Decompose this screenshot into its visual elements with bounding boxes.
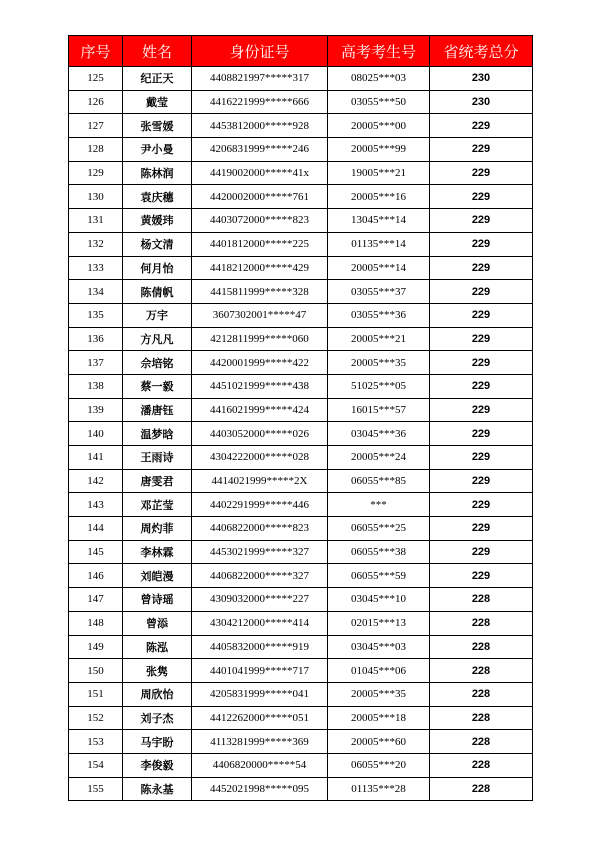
- cell-name: 万宇: [123, 303, 192, 327]
- cell-total-score: 229: [430, 517, 533, 541]
- col-header-exam-number: 高考考生号: [328, 36, 430, 67]
- cell-id-number: 3607302001*****47: [192, 303, 328, 327]
- cell-name: 李林霖: [123, 540, 192, 564]
- cell-id-number: 4412262000*****051: [192, 706, 328, 730]
- table-row: [69, 232, 533, 256]
- cell-total-score: 229: [430, 303, 533, 327]
- table-row: [69, 753, 533, 777]
- cell-id-number: 4416221999*****666: [192, 90, 328, 114]
- cell-serial: 147: [69, 588, 123, 612]
- cell-name: 陈倩帆: [123, 280, 192, 304]
- cell-id-number: 4402291999*****446: [192, 493, 328, 517]
- table-row: [69, 564, 533, 588]
- cell-exam-number: 02015***13: [328, 611, 430, 635]
- cell-exam-number: 20005***21: [328, 327, 430, 351]
- cell-serial: 125: [69, 67, 123, 91]
- cell-id-number: 4453812000*****928: [192, 114, 328, 138]
- cell-name: 袁庆穗: [123, 185, 192, 209]
- cell-id-number: 4406822000*****327: [192, 564, 328, 588]
- cell-serial: 127: [69, 114, 123, 138]
- cell-id-number: 4406822000*****823: [192, 517, 328, 541]
- cell-serial: 132: [69, 232, 123, 256]
- cell-total-score: 229: [430, 493, 533, 517]
- cell-name: 曾诗瑶: [123, 588, 192, 612]
- cell-id-number: 4401041999*****717: [192, 659, 328, 683]
- cell-id-number: 4304212000*****414: [192, 611, 328, 635]
- cell-id-number: 4406820000*****54: [192, 753, 328, 777]
- col-header-id-number: 身份证号: [192, 36, 328, 67]
- table-body: [69, 67, 533, 801]
- cell-total-score: 229: [430, 280, 533, 304]
- cell-exam-number: ***: [328, 493, 430, 517]
- table-header-row: [69, 36, 533, 67]
- cell-serial: 154: [69, 753, 123, 777]
- cell-exam-number: 06055***20: [328, 753, 430, 777]
- cell-name: 戴莹: [123, 90, 192, 114]
- cell-serial: 155: [69, 777, 123, 801]
- cell-total-score: 229: [430, 161, 533, 185]
- cell-id-number: 4415811999*****328: [192, 280, 328, 304]
- table-row: [69, 517, 533, 541]
- cell-id-number: 4212811999*****060: [192, 327, 328, 351]
- cell-total-score: 229: [430, 256, 533, 280]
- cell-id-number: 4414021999*****2X: [192, 469, 328, 493]
- cell-total-score: 228: [430, 730, 533, 754]
- table-row: [69, 493, 533, 517]
- cell-serial: 134: [69, 280, 123, 304]
- cell-serial: 131: [69, 209, 123, 233]
- table-row: [69, 138, 533, 162]
- cell-name: 黄媛玮: [123, 209, 192, 233]
- cell-id-number: 4453021999*****327: [192, 540, 328, 564]
- cell-serial: 153: [69, 730, 123, 754]
- cell-serial: 138: [69, 374, 123, 398]
- cell-exam-number: 51025***05: [328, 374, 430, 398]
- cell-total-score: 228: [430, 777, 533, 801]
- cell-total-score: 230: [430, 90, 533, 114]
- cell-exam-number: 20005***00: [328, 114, 430, 138]
- cell-exam-number: 20005***35: [328, 351, 430, 375]
- cell-total-score: 229: [430, 422, 533, 446]
- col-header-serial: 序号: [69, 36, 123, 67]
- cell-id-number: 4420002000*****761: [192, 185, 328, 209]
- cell-total-score: 229: [430, 374, 533, 398]
- cell-exam-number: 03045***03: [328, 635, 430, 659]
- table-row: [69, 161, 533, 185]
- cell-id-number: 4416021999*****424: [192, 398, 328, 422]
- cell-name: 张隽: [123, 659, 192, 683]
- table-row: [69, 374, 533, 398]
- cell-name: 周欣怡: [123, 682, 192, 706]
- table-row: [69, 280, 533, 304]
- admission-score-table: [68, 35, 533, 801]
- cell-exam-number: 16015***57: [328, 398, 430, 422]
- table-row: [69, 469, 533, 493]
- cell-exam-number: 01135***14: [328, 232, 430, 256]
- cell-exam-number: 03045***36: [328, 422, 430, 446]
- cell-id-number: 4309032000*****227: [192, 588, 328, 612]
- cell-exam-number: 20005***18: [328, 706, 430, 730]
- cell-serial: 137: [69, 351, 123, 375]
- table-row: [69, 611, 533, 635]
- cell-id-number: 4403052000*****026: [192, 422, 328, 446]
- cell-total-score: 228: [430, 611, 533, 635]
- table-row: [69, 635, 533, 659]
- cell-exam-number: 20005***16: [328, 185, 430, 209]
- cell-serial: 139: [69, 398, 123, 422]
- cell-id-number: 4304222000*****028: [192, 446, 328, 470]
- table-row: [69, 351, 533, 375]
- cell-total-score: 229: [430, 469, 533, 493]
- cell-serial: 151: [69, 682, 123, 706]
- cell-name: 邓芷莹: [123, 493, 192, 517]
- table-row: [69, 114, 533, 138]
- cell-total-score: 229: [430, 540, 533, 564]
- cell-exam-number: 03055***50: [328, 90, 430, 114]
- cell-serial: 148: [69, 611, 123, 635]
- cell-name: 纪正天: [123, 67, 192, 91]
- col-header-total-score: 省统考总分: [430, 36, 533, 67]
- cell-exam-number: 20005***60: [328, 730, 430, 754]
- cell-id-number: 4420001999*****422: [192, 351, 328, 375]
- table-row: [69, 256, 533, 280]
- cell-exam-number: 06055***59: [328, 564, 430, 588]
- table-row: [69, 706, 533, 730]
- table-row: [69, 730, 533, 754]
- cell-exam-number: 01045***06: [328, 659, 430, 683]
- cell-total-score: 230: [430, 67, 533, 91]
- cell-serial: 130: [69, 185, 123, 209]
- cell-id-number: 4451021999*****438: [192, 374, 328, 398]
- cell-exam-number: 20005***99: [328, 138, 430, 162]
- cell-exam-number: 03045***10: [328, 588, 430, 612]
- cell-total-score: 229: [430, 138, 533, 162]
- cell-total-score: 229: [430, 564, 533, 588]
- cell-total-score: 228: [430, 588, 533, 612]
- cell-total-score: 229: [430, 398, 533, 422]
- table-row: [69, 303, 533, 327]
- cell-name: 杨文清: [123, 232, 192, 256]
- cell-name: 尹小曼: [123, 138, 192, 162]
- cell-serial: 129: [69, 161, 123, 185]
- cell-exam-number: 20005***14: [328, 256, 430, 280]
- cell-id-number: 4418212000*****429: [192, 256, 328, 280]
- cell-name: 刘子杰: [123, 706, 192, 730]
- cell-serial: 126: [69, 90, 123, 114]
- cell-id-number: 4113281999*****369: [192, 730, 328, 754]
- cell-name: 方凡凡: [123, 327, 192, 351]
- cell-name: 潘唐钰: [123, 398, 192, 422]
- cell-exam-number: 01135***28: [328, 777, 430, 801]
- cell-name: 曾添: [123, 611, 192, 635]
- cell-serial: 145: [69, 540, 123, 564]
- cell-exam-number: 20005***24: [328, 446, 430, 470]
- cell-name: 何月怡: [123, 256, 192, 280]
- cell-total-score: 229: [430, 185, 533, 209]
- cell-id-number: 4405832000*****919: [192, 635, 328, 659]
- cell-name: 陈林润: [123, 161, 192, 185]
- cell-serial: 146: [69, 564, 123, 588]
- cell-serial: 144: [69, 517, 123, 541]
- cell-exam-number: 06055***25: [328, 517, 430, 541]
- cell-serial: 140: [69, 422, 123, 446]
- cell-name: 李俊毅: [123, 753, 192, 777]
- cell-total-score: 228: [430, 659, 533, 683]
- cell-serial: 135: [69, 303, 123, 327]
- cell-name: 唐雯君: [123, 469, 192, 493]
- cell-total-score: 229: [430, 232, 533, 256]
- cell-exam-number: 19005***21: [328, 161, 430, 185]
- cell-name: 陈泓: [123, 635, 192, 659]
- cell-id-number: 4206831999*****246: [192, 138, 328, 162]
- cell-exam-number: 20005***35: [328, 682, 430, 706]
- cell-name: 温梦晗: [123, 422, 192, 446]
- cell-serial: 133: [69, 256, 123, 280]
- table-row: [69, 540, 533, 564]
- cell-name: 刘皑漫: [123, 564, 192, 588]
- table-row: [69, 90, 533, 114]
- cell-name: 王雨诗: [123, 446, 192, 470]
- table-row: [69, 209, 533, 233]
- cell-total-score: 228: [430, 635, 533, 659]
- table-row: [69, 185, 533, 209]
- cell-id-number: 4401812000*****225: [192, 232, 328, 256]
- cell-name: 周灼菲: [123, 517, 192, 541]
- cell-name: 张雪媛: [123, 114, 192, 138]
- cell-exam-number: 03055***36: [328, 303, 430, 327]
- cell-id-number: 4452021998*****095: [192, 777, 328, 801]
- cell-id-number: 4403072000*****823: [192, 209, 328, 233]
- table-row: [69, 398, 533, 422]
- table-row: [69, 446, 533, 470]
- cell-total-score: 229: [430, 209, 533, 233]
- table-row: [69, 682, 533, 706]
- cell-total-score: 228: [430, 753, 533, 777]
- table-row: [69, 588, 533, 612]
- cell-serial: 150: [69, 659, 123, 683]
- table-row: [69, 327, 533, 351]
- cell-serial: 149: [69, 635, 123, 659]
- cell-total-score: 229: [430, 327, 533, 351]
- cell-serial: 128: [69, 138, 123, 162]
- cell-name: 陈永基: [123, 777, 192, 801]
- cell-serial: 152: [69, 706, 123, 730]
- cell-id-number: 4408821997*****317: [192, 67, 328, 91]
- cell-total-score: 229: [430, 351, 533, 375]
- cell-exam-number: 08025***03: [328, 67, 430, 91]
- table-row: [69, 659, 533, 683]
- table-row: [69, 422, 533, 446]
- cell-serial: 141: [69, 446, 123, 470]
- cell-exam-number: 03055***37: [328, 280, 430, 304]
- table-row: [69, 67, 533, 91]
- cell-name: 马宇盼: [123, 730, 192, 754]
- cell-total-score: 229: [430, 114, 533, 138]
- cell-exam-number: 06055***85: [328, 469, 430, 493]
- cell-total-score: 228: [430, 682, 533, 706]
- cell-total-score: 228: [430, 706, 533, 730]
- cell-exam-number: 06055***38: [328, 540, 430, 564]
- col-header-name: 姓名: [123, 36, 192, 67]
- cell-total-score: 229: [430, 446, 533, 470]
- table-row: [69, 777, 533, 801]
- cell-exam-number: 13045***14: [328, 209, 430, 233]
- cell-id-number: 4205831999*****041: [192, 682, 328, 706]
- cell-name: 蔡一毅: [123, 374, 192, 398]
- cell-serial: 143: [69, 493, 123, 517]
- cell-serial: 142: [69, 469, 123, 493]
- cell-id-number: 4419002000*****41x: [192, 161, 328, 185]
- cell-serial: 136: [69, 327, 123, 351]
- cell-name: 佘培铭: [123, 351, 192, 375]
